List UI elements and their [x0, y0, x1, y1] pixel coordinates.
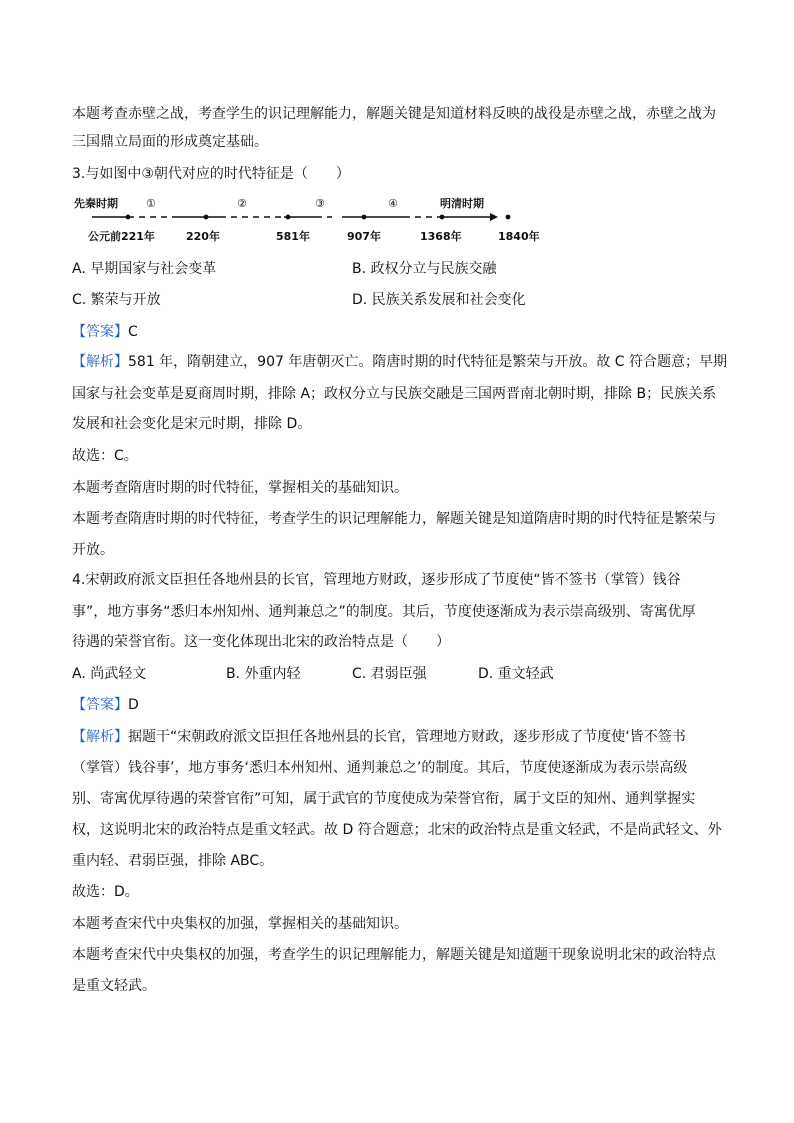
timeline-label-4: ④	[388, 197, 398, 210]
timeline-label-1: ①	[146, 197, 156, 210]
q3-stem: 3.与如图中③朝代对应的时代特征是（ ）	[72, 166, 350, 182]
timeline-label-3: ③	[315, 197, 325, 210]
q4-analysis-line1	[72, 726, 722, 748]
q3-option-b[interactable]: B. 政权分立与民族交融	[352, 261, 497, 277]
q4-note2-line1: 本题考查宋代中央集权的加强，考查学生的识记理解能力，解题关键是知道题干现象说明北宋的政治特点	[72, 947, 716, 963]
timeline-date-581: 581年	[276, 230, 310, 243]
timeline-date-220: 220年	[186, 230, 220, 243]
q4-analysis-line4: 权，这说明北宋的政治特点是重文轻武。故 D 符合题意；北宋的政治特点是重文轻武，不是尚武轻文、外	[72, 822, 722, 838]
timeline-arrow-icon	[490, 213, 498, 221]
q4-option-d[interactable]: D. 重文轻武	[478, 666, 554, 682]
q3-note2-line2: 开放。	[72, 542, 114, 558]
q3-analysis-line3: 发展和社会变化是宋元时期，排除 D。	[72, 416, 312, 432]
q4-choose: 故选：D。	[72, 884, 139, 900]
answer-value: D	[128, 697, 139, 713]
timeline-label-xianqin: 先秦时期	[74, 197, 118, 210]
q3-analysis-line2: 国家与社会变革是夏商周时期，排除 A；政权分立与民族交融是三国两晋南北朝时期，排除 B；民族关系	[72, 386, 717, 402]
timeline-figure	[70, 192, 540, 248]
q3-note2-line1: 本题考查隋唐时期的时代特征，考查学生的识记理解能力，解题关键是知道隋唐时期的时代特征是繁荣与	[72, 511, 716, 527]
q4-option-b[interactable]: B. 外重内轻	[226, 666, 301, 682]
q4-stem-line2: 事”，地方事务“悉归本州知州、通判兼总之”的制度。其后，节度使逐渐成为表示崇高级别、寄寓优厚	[72, 604, 696, 620]
q4-analysis-line3: 别、寄寓优厚待遇的荣誉官衔”可知，属于武官的节度使成为荣誉官衔，属于文臣的知州、通判掌握实	[72, 791, 696, 807]
timeline-label-2: ②	[237, 197, 247, 210]
q3-option-c[interactable]: C. 繁荣与开放	[72, 292, 161, 308]
answer-tag: 【答案】	[72, 697, 128, 713]
q2-explanation-line2: 三国鼎立局面的形成奠定基础。	[72, 134, 268, 150]
q4-stem-line1: 4.宋朝政府派文臣担任各地州县的长官，管理地方财政，逐步形成了节度使“皆不签书（掌管）钱谷	[72, 572, 681, 588]
analysis-text: 581 年，隋朝建立，907 年唐朝灭亡。隋唐时期的时代特征是繁荣与开放。故 C 符合题意；早期	[128, 354, 728, 370]
answer-value: C	[128, 324, 138, 340]
analysis-text: 据题干“宋朝政府派文臣担任各地州县的长官，管理地方财政，逐步形成了节度使‘皆不签书	[128, 729, 686, 745]
q3-note1: 本题考查隋唐时期的时代特征，掌握相关的基础知识。	[72, 480, 408, 496]
q4-analysis-line5: 重内轻、君弱臣强，排除 ABC。	[72, 853, 274, 869]
q4-analysis-line2: （掌管）钱谷事’，地方事务‘悉归本州知州、通判兼总之’的制度。其后，节度使逐渐成为表示崇高级	[72, 760, 688, 776]
timeline-date-221bc: 公元前221年	[88, 230, 155, 243]
q3-choose: 故选：C。	[72, 448, 138, 464]
timeline-date-1840: 1840年	[498, 230, 540, 243]
q2-explanation-line1: 本题考查赤壁之战，考查学生的识记理解能力，解题关键是知道材料反映的战役是赤壁之战，赤壁之战为	[72, 106, 716, 122]
q4-option-a[interactable]: A. 尚武轻文	[72, 666, 147, 682]
timeline-date-907: 907年	[347, 230, 381, 243]
q4-answer	[72, 694, 722, 716]
q3-answer	[72, 321, 722, 343]
analysis-tag: 【解析】	[72, 354, 128, 370]
timeline-date-1368: 1368年	[420, 230, 462, 243]
analysis-tag: 【解析】	[72, 729, 128, 745]
q3-option-d[interactable]: D. 民族关系发展和社会变化	[352, 292, 526, 308]
q3-option-a[interactable]: A. 早期国家与社会变革	[72, 261, 217, 277]
q4-stem-line3: 待遇的荣誉官衔。这一变化体现出北宋的政治特点是（ ）	[72, 634, 450, 650]
q4-note1: 本题考查宋代中央集权的加强，掌握相关的基础知识。	[72, 916, 408, 932]
timeline-label-mingqing: 明清时期	[440, 197, 484, 210]
answer-tag: 【答案】	[72, 324, 128, 340]
q4-note2-line2: 是重文轻武。	[72, 978, 156, 994]
q3-analysis-line1	[72, 351, 728, 373]
q4-option-c[interactable]: C. 君弱臣强	[352, 666, 427, 682]
